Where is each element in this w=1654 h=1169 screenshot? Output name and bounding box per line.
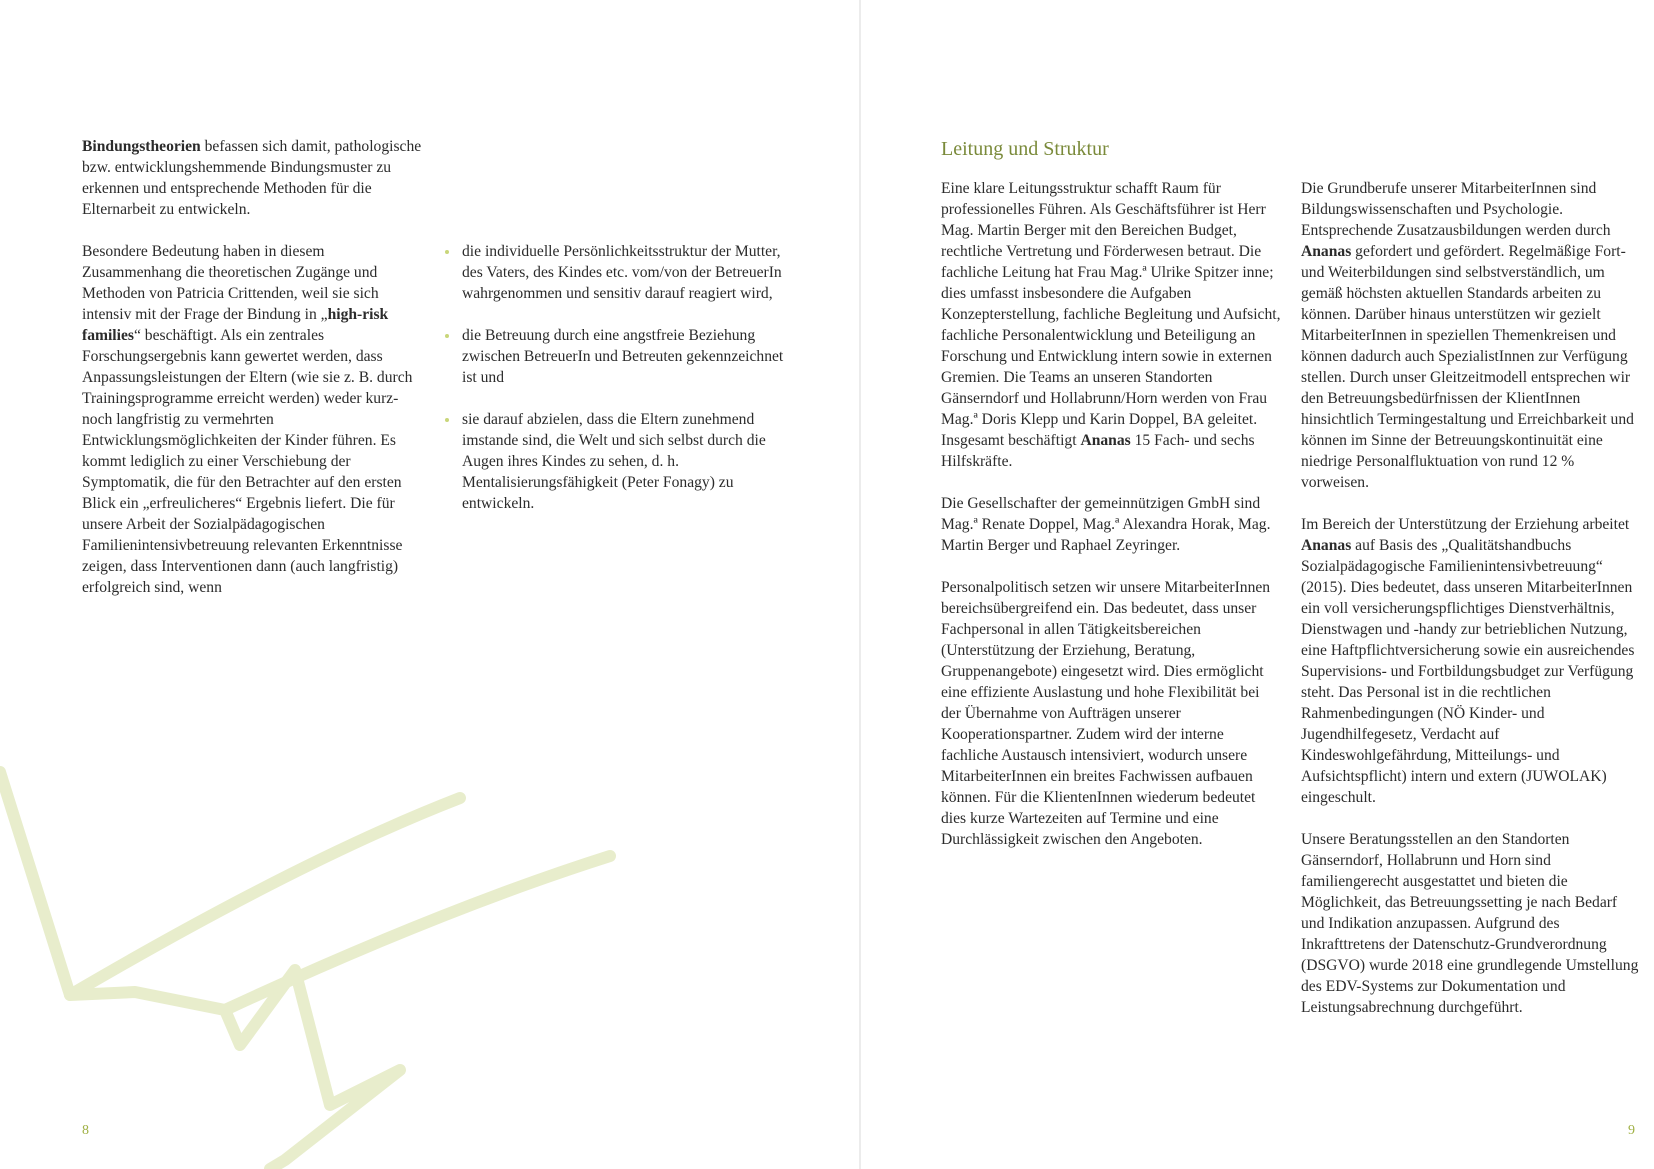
intro-text: befassen sich damit, pathologische bzw. entwicklungshemmende Bindungsmuster zu erkennen und entsprechende Methoden für die Elternarbeit zu entwickeln.	[82, 138, 422, 218]
page-number-left: 8	[82, 1123, 89, 1138]
page-gutter	[859, 0, 861, 1169]
leadership-text-2: 15 Fach- und sechs Hilfskräfte.	[941, 432, 1255, 470]
right-column-1	[941, 178, 1281, 871]
counseling-paragraph: Unsere Beratungsstellen an den Standorten Gänserndorf, Hollabrunn und Horn sind familiengerecht ausgestattet und bieten die Möglichkeit, das Betreuungssetting je nach Bedarf und Indikation anzupassen. Aufgrund des Inkrafttretens der Datenschutz-Grundverordnung (DSGVO) wurde 2018 eine grundlegende Umstellung des EDV-Systems zur Dokumentation und Leistungsabrechnung durchgeführt.	[1301, 831, 1639, 1016]
list-item-text: sie darauf abzielen, dass die Eltern zunehmend imstande sind, die Welt und sich selbst durch die Augen ihres Kindes zu sehen, d. h. Mentalisierungsfähigkeit (Peter Fonagy) zu entwickeln.	[462, 411, 766, 512]
professions-text-1: Die Grundberufe unserer MitarbeiterInnen sind Bildungswissenschaften und Psychologie. Entsprechende Zusatzausbildungen werden durch	[1301, 180, 1611, 239]
brand-name: Ananas	[1080, 432, 1131, 449]
professions-paragraph	[1301, 178, 1641, 493]
leadership-paragraph	[941, 178, 1281, 472]
shareholders-paragraph: Die Gesellschafter der gemeinnützigen GmbH sind Mag.ª Renate Doppel, Mag.ª Alexandra Horak, Mag. Martin Berger und Raphael Zeyringer.	[941, 495, 1271, 554]
support-text-1: Im Bereich der Unterstützung der Erziehung arbeitet	[1301, 516, 1630, 533]
list-item	[445, 325, 790, 388]
leaf-decoration	[0, 760, 660, 1169]
left-column-1	[82, 136, 424, 619]
crittenden-text-2: “ beschäftigt. Als ein zentrales Forschungsergebnis kann gewertet werden, dass Anpassungsleistungen der Eltern (wie sie z. B. durch Trainingsprogramme erreicht werden) weder kurz- noch langfristig zu vermehrten Entwicklungsmöglichkeiten der Kinder führen. Es kommt lediglich zu einer Verschiebung der Symptomatik, die für den Betrachter auf den ersten Blick ein „erfreulicheres“ Ergebnis liefert. Die für unsere Arbeit der Sozialpädagogischen Familienintensivbetreuung relevanten Erkenntnisse zeigen, dass Interventionen dann (auch langfristig) erfolgreich sind, wenn	[82, 327, 413, 596]
personnel-paragraph: Personalpolitisch setzen wir unsere MitarbeiterInnen bereichsübergreifend ein. Das bedeutet, dass unser Fachpersonal in allen Tätigkeitsbereichen (Unterstützung der Erziehung, Beratung, Gruppenangebote) eingesetzt wird. Dies ermöglicht eine effiziente Auslastung und hohe Flexibilität bei der Übernahme von Aufträgen unserer Kooperationspartner. Zudem wird der interne fachliche Austausch intensiviert, wodurch unsere MitarbeiterInnen ein breites Fachwissen aufbauen können. Für die KlientenInnen wiederum bedeutet dies kurze Wartezeiten auf Termine und eine Durchlässigkeit zwischen den Angeboten.	[941, 579, 1271, 848]
intro-paragraph	[82, 136, 424, 220]
list-item	[445, 409, 790, 514]
brand-name: Ananas	[1301, 243, 1352, 260]
bullet-dot-icon	[445, 334, 449, 338]
left-column-2	[445, 241, 790, 535]
conditions-list	[445, 241, 790, 514]
bullet-dot-icon	[445, 250, 449, 254]
bullet-dot-icon	[445, 418, 449, 422]
professions-text-2: gefordert und gefördert. Regelmäßige Fort- und Weiterbildungen sind selbstverständlich, um gemäß höchsten aktuellen Standards arbeiten zu können. Darüber hinaus unterstützen wir gezielt MitarbeiterInnen in speziellen Themenkreisen und können dadurch auch SpezialistInnen zur Verfügung stellen. Durch unser Gleitzeitmodell entsprechen wir den Betreuungsbedürfnissen der KlientInnen hinsichtlich Termingestaltung und Erreichbarkeit und können im Sinne der Betreuungskontinuität eine niedrige Personalfluktuation von rund 12 % vorweisen.	[1301, 243, 1634, 491]
support-text-2: auf Basis des „Qualitätshandbuchs Sozialpädagogische Familienintensivbetreuung“ (2015). Dies bedeutet, dass unseren MitarbeiterInnen ein voll versicherungspflichtiges Dienstverhältnis, Dienstwagen und -handy zur betrieblichen Nutzung, eine Haftpflichtversicherung sowie ein ausreichendes Supervisions- und Fortbildungsbudget zur Verfügung steht. Das Personal ist in die rechtlichen Rahmenbedingungen (NÖ Kinder- und Jugendhilfegesetz, Verdacht auf Kindeswohlgefährdung, Mitteilungs- und Aufsichtspflicht) intern und extern (JUWOLAK) eingeschult.	[1301, 537, 1635, 806]
list-item-text: die Betreuung durch eine angstfreie Beziehung zwischen BetreuerIn und Betreuten gekennzeichnet ist und	[462, 327, 784, 386]
right-column-2	[1301, 178, 1641, 1039]
list-item-text: die individuelle Persönlichkeitsstruktur der Mutter, des Vaters, des Kindes etc. vom/von der BetreuerIn wahrgenommen und sensitiv darauf reagiert wird,	[462, 243, 782, 302]
page-number-right: 9	[1628, 1123, 1635, 1138]
list-item	[445, 241, 790, 304]
crittenden-term: high-risk families	[82, 306, 389, 344]
section-heading: Leitung und Struktur	[941, 138, 1109, 160]
support-paragraph	[1301, 514, 1641, 808]
brand-name: Ananas	[1301, 537, 1352, 554]
intro-term: Bindungstheorien	[82, 138, 201, 155]
leadership-text-1: Eine klare Leitungsstruktur schafft Raum für professionelles Führen. Als Geschäftsführer ist Herr Mag. Martin Berger mit den Bereichen Budget, rechtliche Vertretung und Förderwesen betraut. Die fachliche Leitung hat Frau Mag.ª Ulrike Spitzer inne; dies umfasst insbesondere die Aufgaben Konzepterstellung, fachliche Begleitung und Aufsicht, fachliche Personalentwicklung und Beteiligung an Forschung und Entwicklung intern sowie in externen Gremien. Die Teams an unseren Standorten Gänserndorf und Hollabrunn/Horn werden von Frau Mag.ª Doris Klepp und Karin Doppel, BA geleitet. Insgesamt beschäftigt	[941, 180, 1281, 449]
crittenden-text-1: Besondere Bedeutung haben in diesem Zusammenhang die theoretischen Zugänge und Methoden von Patricia Crittenden, weil sie sich intensiv mit der Frage der Bindung in „	[82, 243, 379, 323]
crittenden-paragraph	[82, 241, 424, 598]
